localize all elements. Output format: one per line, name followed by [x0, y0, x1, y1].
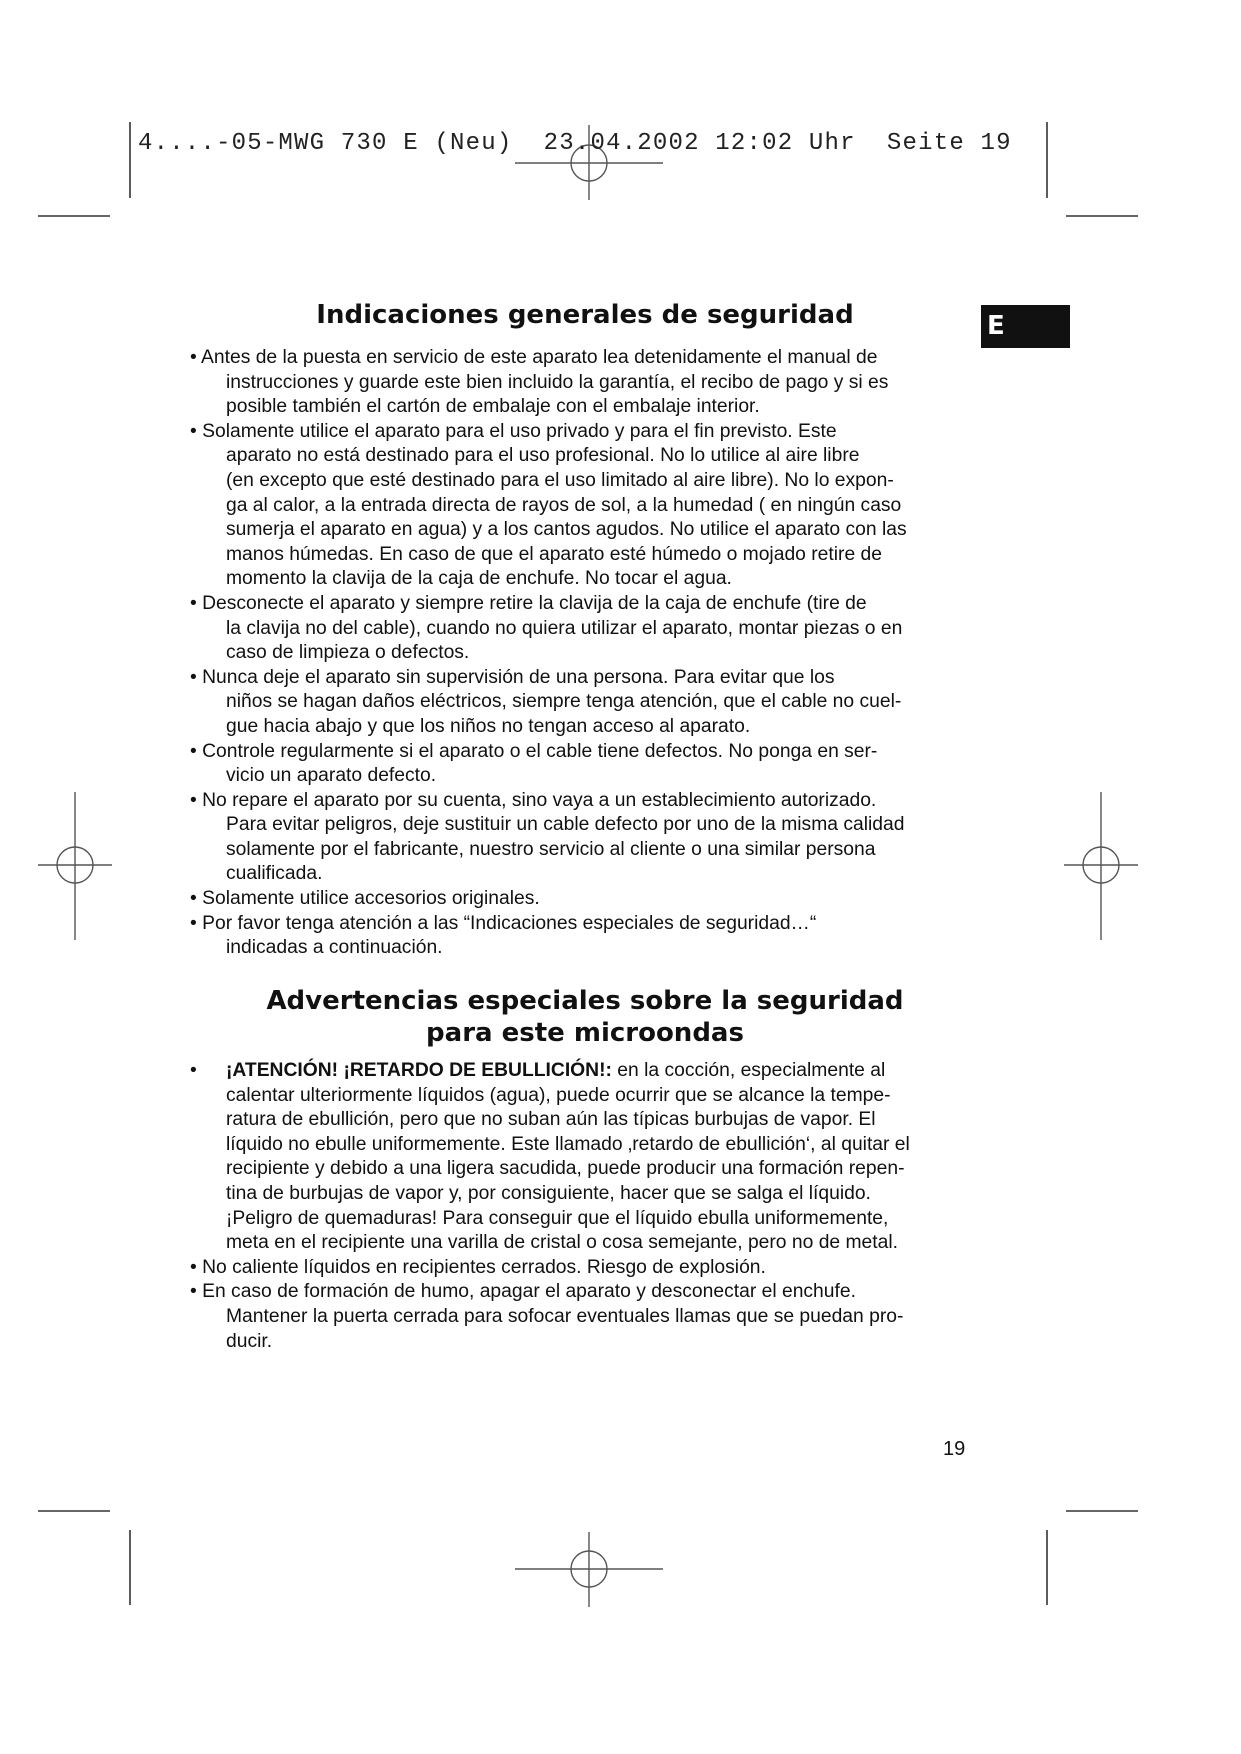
- list-item: [190, 912, 980, 961]
- list-item: [190, 592, 980, 666]
- list-line: la clavija no del cable), cuando no quiera utilizar el aparato, montar piezas o en: [226, 617, 903, 639]
- warning-text: en la cocción, especialmente al: [611, 1060, 886, 1081]
- list-line: momento la clavija de la caja de enchufe. No tocar el agua.: [226, 568, 732, 590]
- list-line: posible también el cartón de embalaje con el embalaje interior.: [226, 396, 760, 418]
- list-line: • Solamente utilice el aparato para el uso privado y para el fin previsto. Este: [190, 420, 837, 442]
- list-line: sumerja el aparato en agua) y a los cantos agudos. No utilice el aparato con las: [226, 519, 907, 541]
- list-line: cualificada.: [226, 863, 323, 885]
- section-title-microwave-warnings: [190, 985, 980, 1049]
- print-slug-header: 4....-05-MWG 730 E (Neu) 23.04.2002 12:02 Uhr Seite 19: [138, 130, 1012, 157]
- language-tab: E: [981, 305, 1070, 348]
- list-line: • Controle regularmente si el aparato o el cable tiene defectos. No ponga en ser-: [190, 740, 878, 762]
- list-item: [190, 346, 980, 420]
- list-item: [190, 740, 980, 789]
- list-line: • No caliente líquidos en recipientes cerrados. Riesgo de explosión.: [190, 1256, 766, 1278]
- list-line: calentar ulteriormente líquidos (agua), puede ocurrir que se alcance la tempe-: [226, 1084, 891, 1106]
- list-line: líquido no ebulle uniformemente. Este llamado ‚retardo de ebullición‘, al quitar el: [226, 1133, 910, 1155]
- list-item: [190, 666, 980, 740]
- list-line: Mantener la puerta cerrada para sofocar eventuales llamas que se puedan pro-: [226, 1305, 904, 1327]
- list-line: tina de burbujas de vapor y, por consiguiente, hacer que se salga el líquido.: [226, 1182, 871, 1204]
- list-line: Para evitar peligros, deje sustituir un cable defecto por uno de la misma calidad: [226, 814, 905, 836]
- list-line: • Por favor tenga atención a las “Indicaciones especiales de seguridad…“: [190, 912, 817, 934]
- list-line: ratura de ebullición, pero que no suban aún las típicas burbujas de vapor. El: [226, 1109, 876, 1131]
- list-item-boiling-delay-warning: [190, 1059, 980, 1256]
- list-item: [190, 887, 980, 912]
- page-number: 19: [943, 1438, 966, 1460]
- list-line: • Nunca deje el aparato sin supervisión de una persona. Para evitar que los: [190, 666, 835, 688]
- list-item: [190, 789, 980, 887]
- list-item: [190, 420, 980, 592]
- list-line: ducir.: [226, 1330, 273, 1352]
- list-line: gue hacia abajo y que los niños no tengan acceso al aparato.: [226, 715, 751, 737]
- list-item: [190, 1256, 980, 1281]
- list-line: manos húmedas. En caso de que el aparato esté húmedo o mojado retire de: [226, 543, 882, 565]
- microwave-warning-list: [190, 1059, 980, 1354]
- bullet: •: [190, 1060, 197, 1081]
- list-line: instrucciones y guarde este bien incluido la garantía, el recibo de pago y si es: [226, 371, 889, 393]
- list-line: • En caso de formación de humo, apagar el aparato y desconectar el enchufe.: [190, 1281, 856, 1303]
- list-line: indicadas a continuación.: [226, 937, 443, 959]
- list-line: meta en el recipiente una varilla de cristal o cosa semejante, pero no de metal.: [226, 1232, 899, 1254]
- general-safety-list: [190, 346, 980, 961]
- section-title-line-2: para este microondas: [426, 1018, 744, 1048]
- list-line: • Desconecte el aparato y siempre retire la clavija de la caja de enchufe (tire de: [190, 592, 867, 614]
- list-line: (en excepto que esté destinado para el uso limitado al aire libre). No lo expon-: [226, 469, 894, 491]
- warning-label: ¡ATENCIÓN! ¡RETARDO DE EBULLICIÓN!:: [226, 1060, 612, 1081]
- list-line: • Antes de la puesta en servicio de este aparato lea detenidamente el manual de: [190, 347, 878, 368]
- section-title-line-1: Advertencias especiales sobre la seguridad: [266, 986, 904, 1016]
- list-line: caso de limpieza o defectos.: [226, 642, 470, 664]
- section-title-text: Indicaciones generales de seguridad: [316, 300, 854, 330]
- list-line: ga al calor, a la entrada directa de rayos de sol, a la humedad ( en ningún caso: [226, 494, 902, 516]
- list-line: niños se hagan daños eléctricos, siempre tenga atención, que el cable no cuel-: [226, 691, 902, 713]
- list-item: [190, 1280, 980, 1354]
- list-line: recipiente y debido a una ligera sacudida, puede producir una formación repen-: [226, 1158, 905, 1180]
- list-line: aparato no está destinado para el uso profesional. No lo utilice al aire libre: [226, 445, 860, 467]
- warning-first-line: [190, 1059, 980, 1084]
- list-line: vicio un aparato defecto.: [226, 765, 437, 787]
- section-title-general-safety: [190, 299, 980, 331]
- list-line: • No repare el aparato por su cuenta, sino vaya a un establecimiento autorizado.: [190, 789, 877, 811]
- list-line: ¡Peligro de quemaduras! Para conseguir que el líquido ebulla uniformemente,: [226, 1207, 889, 1229]
- list-line: solamente por el fabricante, nuestro servicio al cliente o una similar persona: [226, 838, 876, 860]
- list-line: • Solamente utilice accesorios originales.: [190, 888, 540, 910]
